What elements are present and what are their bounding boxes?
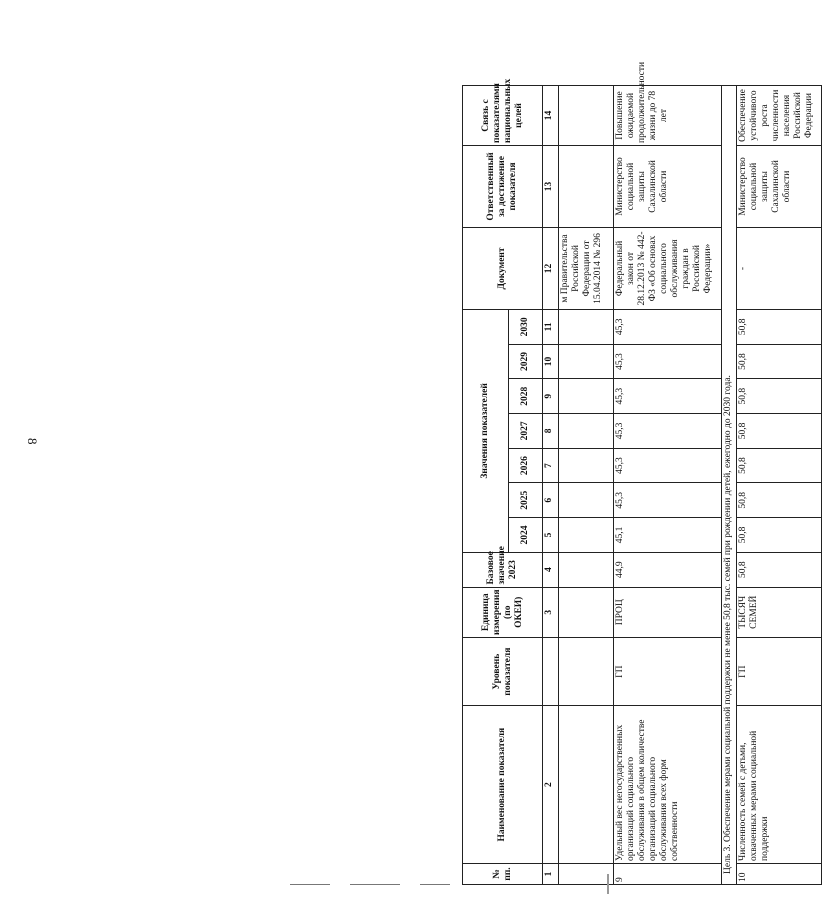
cell-empty <box>559 86 614 146</box>
header-values: Значения показателей <box>463 309 509 552</box>
col-num-3: 3 <box>543 587 559 637</box>
header-link: Связь с показателями национальных целей <box>463 86 543 146</box>
table-row <box>737 86 822 885</box>
goal-text: Цель 3. Обеспечение мерами социальной поддержки не менее 50,8 тыс. семей при рождении детей, ежегодно до 2030 года. <box>721 86 737 885</box>
cell-empty <box>559 146 614 228</box>
header-level: Уровень показателя <box>463 637 543 705</box>
cell-empty <box>559 706 614 864</box>
continuation-row <box>559 86 614 885</box>
row10-value-2029: 50,8 <box>737 344 822 379</box>
row10-value-2030: 50,8 <box>737 309 822 344</box>
cell-empty <box>559 448 614 483</box>
row10-value-2025: 50,8 <box>737 483 822 518</box>
page-number: 8 <box>25 438 40 445</box>
row9-base: 44,9 <box>613 552 721 587</box>
year-2029: 2029 <box>509 344 543 379</box>
cell-empty <box>559 309 614 344</box>
cell-empty <box>559 518 614 553</box>
header-name: Наименование показателя <box>463 706 543 864</box>
row9-value-2026: 45,3 <box>613 448 721 483</box>
row10-link: Обеспечение устойчивого роста численности населения Российской Федерации <box>737 86 822 146</box>
continuation-document: м Правительства Российской Федерации от 15.04.2014 № 296 <box>559 228 614 310</box>
col-num-4: 4 <box>543 552 559 587</box>
row10-value-2024: 50,8 <box>737 518 822 553</box>
row10-value-2028: 50,8 <box>737 379 822 414</box>
row10-base: 50,8 <box>737 552 822 587</box>
row10-level: ГП <box>737 637 822 705</box>
scan-mark <box>607 874 609 894</box>
row10-document: - <box>737 228 822 310</box>
row9-value-2027: 45,3 <box>613 414 721 449</box>
row10-responsible: Министерство социальной защиты Сахалинской области <box>737 146 822 228</box>
header-document: Документ <box>463 228 543 310</box>
cell-empty <box>559 483 614 518</box>
row10-value-2027: 50,8 <box>737 414 822 449</box>
scan-marks <box>290 880 590 890</box>
year-2024: 2024 <box>509 518 543 553</box>
row9-value-2030: 45,3 <box>613 309 721 344</box>
col-num-2: 2 <box>543 706 559 864</box>
cell-empty <box>559 379 614 414</box>
header-base: Базовое значение 2023 <box>463 552 543 587</box>
row9-link: Повышение ожидаемой продолжительности жизни до 78 лет <box>613 86 721 146</box>
row9-name: Удельный вес негосударственных организаций социального обслуживания в общем количестве организаций социального обслуживания всех форм собственности <box>613 706 721 864</box>
year-2026: 2026 <box>509 448 543 483</box>
year-2025: 2025 <box>509 483 543 518</box>
table-row <box>613 86 721 885</box>
header-unit: Единица измерения (по ОКЕИ) <box>463 587 543 637</box>
row9-value-2029: 45,3 <box>613 344 721 379</box>
col-num-13: 13 <box>543 146 559 228</box>
goal-row <box>721 86 737 885</box>
col-num-1: 1 <box>543 863 559 884</box>
col-num-blank <box>543 637 559 705</box>
header-responsible: Ответственный за достижение показателя <box>463 146 543 228</box>
year-2027: 2027 <box>509 414 543 449</box>
col-num-14: 14 <box>543 86 559 146</box>
scan-mark <box>420 884 450 885</box>
row10-num: 10 <box>737 863 822 884</box>
row9-document: Федеральный закон от 28.12.2013 № 442-ФЗ «Об основах социального обслуживания граждан в Российской Федерации» <box>613 228 721 310</box>
col-num-9: 9 <box>543 379 559 414</box>
rotated-page <box>462 61 822 885</box>
cell-empty <box>559 587 614 637</box>
column-number-row <box>543 86 559 885</box>
scan-mark <box>350 884 400 885</box>
row9-unit: ПРОЦ <box>613 587 721 637</box>
year-2030: 2030 <box>509 309 543 344</box>
row9-value-2024: 45,1 <box>613 518 721 553</box>
row9-value-2028: 45,3 <box>613 379 721 414</box>
col-num-12: 12 <box>543 228 559 310</box>
header-num: № пп. <box>463 863 543 884</box>
header-row-1 <box>463 86 509 885</box>
row10-unit: ТЫСЯЧ СЕМЕЙ <box>737 587 822 637</box>
cell-empty <box>559 414 614 449</box>
col-num-8: 8 <box>543 414 559 449</box>
col-num-11: 11 <box>543 309 559 344</box>
col-num-7: 7 <box>543 448 559 483</box>
row9-num: 9 <box>613 863 721 884</box>
col-num-5: 5 <box>543 518 559 553</box>
row9-responsible: Министерство социальной защиты Сахалинской области <box>613 146 721 228</box>
year-2028: 2028 <box>509 379 543 414</box>
indicators-table <box>462 61 822 885</box>
cell-empty <box>559 344 614 379</box>
row10-value-2026: 50,8 <box>737 448 822 483</box>
row9-level: ГП <box>613 637 721 705</box>
row10-name: Численность семей с детьми, охваченных мерами социальной поддержки <box>737 706 822 864</box>
col-num-6: 6 <box>543 483 559 518</box>
cell-empty <box>559 552 614 587</box>
scan-mark <box>290 884 330 885</box>
row9-value-2025: 45,3 <box>613 483 721 518</box>
cell-empty <box>559 637 614 705</box>
col-num-10: 10 <box>543 344 559 379</box>
